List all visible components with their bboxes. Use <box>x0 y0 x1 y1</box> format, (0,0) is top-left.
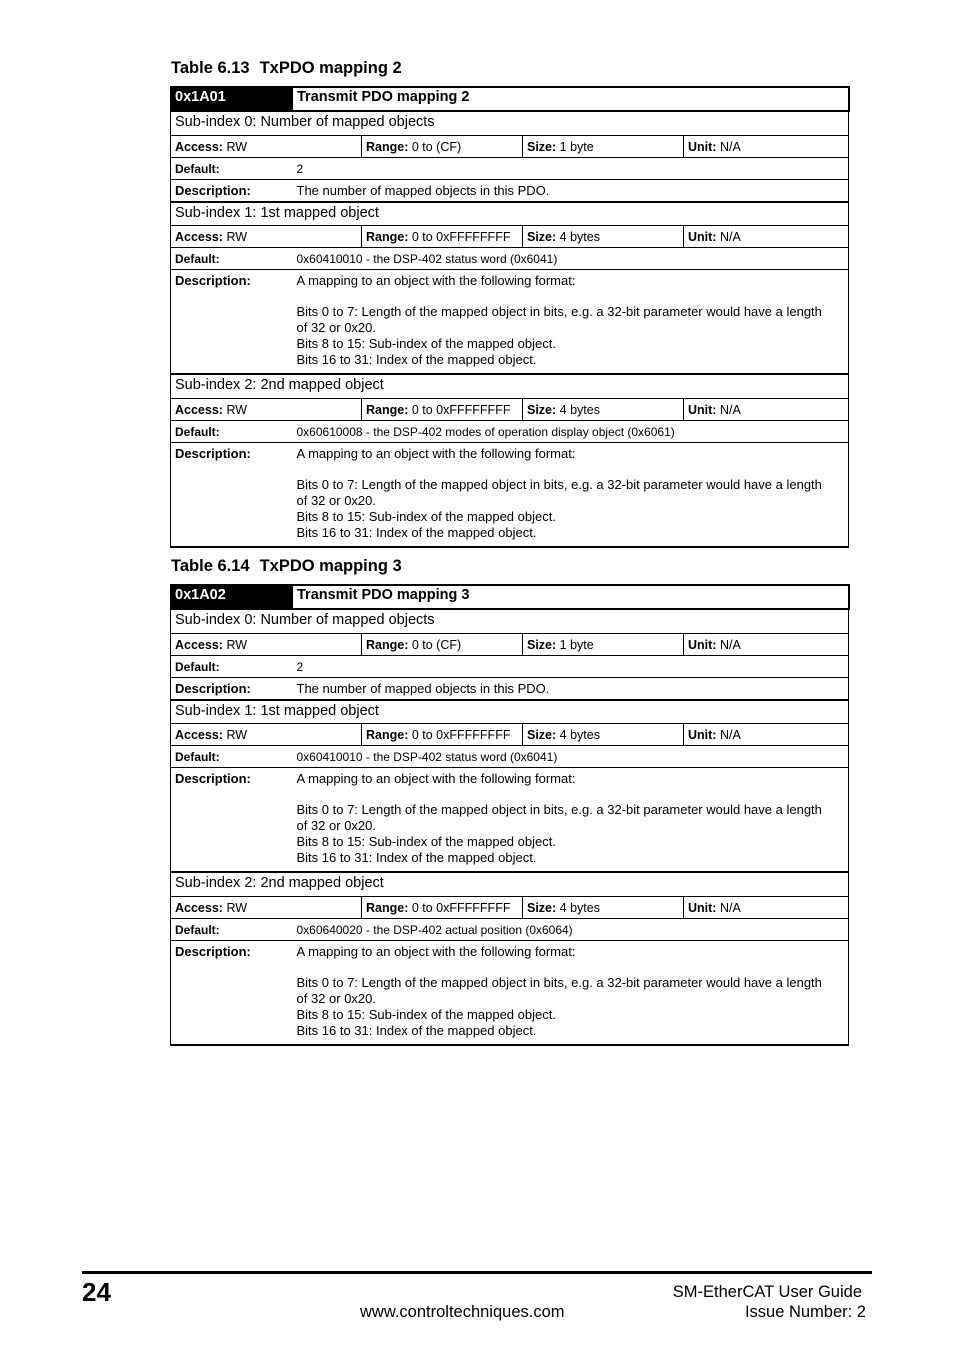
object-name: Transmit PDO mapping 3 <box>293 585 849 609</box>
description-line: The number of mapped objects in this PDO. <box>296 182 550 198</box>
table-caption <box>171 59 402 78</box>
size-label: Size: <box>527 900 557 915</box>
size-cell <box>523 226 684 248</box>
range-cell <box>362 135 523 157</box>
access-cell <box>171 398 362 420</box>
description-label: Description: <box>171 179 293 202</box>
object-table-1a01 <box>170 86 850 548</box>
unit-label: Unit: <box>688 402 717 417</box>
unit-cell <box>684 896 849 918</box>
footer-divider <box>82 1271 872 1274</box>
access-cell <box>171 724 362 746</box>
description-line: of 32 or 0x20. <box>296 320 376 335</box>
subindex-title: Sub-index 1: 1st mapped object <box>171 202 849 226</box>
default-value: 2 <box>293 655 849 677</box>
size-value: 1 byte <box>559 139 594 154</box>
unit-value: N/A <box>719 139 741 154</box>
description-line: A mapping to an object with the following format: <box>296 943 576 959</box>
size-label: Size: <box>527 402 557 417</box>
range-value: 0 to 0xFFFFFFFF <box>411 728 511 742</box>
size-cell <box>523 896 684 918</box>
unit-cell <box>684 398 849 420</box>
description-line: Bits 8 to 15: Sub-index of the mapped object. <box>296 336 556 351</box>
default-value: 2 <box>293 157 849 179</box>
description-line: A mapping to an object with the following format: <box>296 771 576 786</box>
description-line: Bits 16 to 31: Index of the mapped object. <box>296 850 537 865</box>
unit-value: N/A <box>719 402 741 417</box>
description-text <box>293 768 849 873</box>
unit-label: Unit: <box>688 728 717 742</box>
access-cell <box>171 135 362 157</box>
access-label: Access: <box>175 139 223 154</box>
subindex-title: Sub-index 0: Number of mapped objects <box>171 111 849 135</box>
description-label: Description: <box>171 768 293 873</box>
table-caption-title: TxPDO mapping 3 <box>259 557 402 575</box>
description-label: Description: <box>171 442 293 547</box>
description-text <box>293 179 849 202</box>
unit-cell <box>684 724 849 746</box>
description-line: Bits 0 to 7: Length of the mapped object in bits, e.g. a 32-bit parameter would have a length <box>296 802 822 817</box>
description-label: Description: <box>171 677 293 700</box>
description-line: A mapping to an object with the following format: <box>296 445 576 461</box>
unit-cell <box>684 135 849 157</box>
range-value: 0 to (CF) <box>411 637 462 652</box>
access-value: RW <box>226 402 248 417</box>
default-label: Default: <box>171 157 293 179</box>
size-cell <box>523 633 684 655</box>
access-label: Access: <box>175 637 223 652</box>
description-line: Bits 16 to 31: Index of the mapped object. <box>296 1022 537 1038</box>
table-caption-number: Table 6.14 <box>171 557 250 575</box>
object-table-1a02 <box>170 584 850 1046</box>
range-value: 0 to 0xFFFFFFFF <box>411 900 511 915</box>
default-label: Default: <box>171 655 293 677</box>
range-value: 0 to 0xFFFFFFFF <box>411 402 511 417</box>
range-cell <box>362 633 523 655</box>
subindex-title: Sub-index 0: Number of mapped objects <box>171 609 849 633</box>
default-value: 0x60610008 - the DSP-402 modes of operation display object (0x6061) <box>293 420 849 442</box>
default-value: 0x60410010 - the DSP-402 status word (0x6041) <box>293 746 849 768</box>
description-line: of 32 or 0x20. <box>296 990 376 1006</box>
range-cell <box>362 398 523 420</box>
description-label: Description: <box>171 940 293 1045</box>
size-cell <box>523 724 684 746</box>
range-label: Range: <box>366 728 409 742</box>
range-label: Range: <box>366 139 409 154</box>
unit-value: N/A <box>719 637 741 652</box>
description-line: Bits 8 to 15: Sub-index of the mapped object. <box>296 834 556 849</box>
access-value: RW <box>226 637 248 652</box>
size-label: Size: <box>527 139 557 154</box>
description-text <box>293 270 849 375</box>
description-line: Bits 0 to 7: Length of the mapped object in bits, e.g. a 32-bit parameter would have a length <box>296 304 822 319</box>
default-label: Default: <box>171 918 293 940</box>
size-cell <box>523 398 684 420</box>
footer-website: www.controltechniques.com <box>360 1303 565 1321</box>
description-line: Bits 16 to 31: Index of the mapped object. <box>296 524 537 540</box>
size-label: Size: <box>527 637 557 652</box>
subindex-title: Sub-index 1: 1st mapped object <box>171 700 849 724</box>
page-number: 24 <box>82 1277 111 1307</box>
unit-cell <box>684 226 849 248</box>
unit-label: Unit: <box>688 637 717 652</box>
description-text <box>293 940 849 1045</box>
access-value: RW <box>226 230 248 244</box>
access-value: RW <box>226 139 248 154</box>
footer-guide-title: SM-EtherCAT User Guide <box>672 1283 862 1301</box>
description-line: A mapping to an object with the following format: <box>296 273 576 288</box>
subindex-title: Sub-index 2: 2nd mapped object <box>171 374 849 398</box>
range-value: 0 to 0xFFFFFFFF <box>411 230 511 244</box>
description-line: The number of mapped objects in this PDO. <box>296 680 550 696</box>
range-value: 0 to (CF) <box>411 139 462 154</box>
size-value: 4 bytes <box>559 402 600 417</box>
unit-cell <box>684 633 849 655</box>
description-line: Bits 8 to 15: Sub-index of the mapped object. <box>296 1006 556 1022</box>
access-label: Access: <box>175 900 223 915</box>
object-name: Transmit PDO mapping 2 <box>293 87 849 111</box>
size-cell <box>523 135 684 157</box>
size-label: Size: <box>527 230 557 244</box>
description-line: Bits 16 to 31: Index of the mapped object. <box>296 352 537 367</box>
range-label: Range: <box>366 637 409 652</box>
unit-label: Unit: <box>688 139 717 154</box>
description-line: of 32 or 0x20. <box>296 818 376 833</box>
object-index: 0x1A01 <box>171 87 293 111</box>
access-label: Access: <box>175 230 223 244</box>
description-line: Bits 8 to 15: Sub-index of the mapped object. <box>296 508 556 524</box>
description-line: Bits 0 to 7: Length of the mapped object in bits, e.g. a 32-bit parameter would have a length <box>296 476 822 492</box>
table-caption <box>171 557 402 576</box>
subindex-title: Sub-index 2: 2nd mapped object <box>171 872 849 896</box>
access-value: RW <box>226 900 248 915</box>
default-value: 0x60410010 - the DSP-402 status word (0x6041) <box>293 248 849 270</box>
range-label: Range: <box>366 900 409 915</box>
default-label: Default: <box>171 248 293 270</box>
range-cell <box>362 226 523 248</box>
unit-value: N/A <box>719 230 741 244</box>
size-value: 4 bytes <box>559 900 600 915</box>
access-label: Access: <box>175 728 223 742</box>
unit-value: N/A <box>719 728 741 742</box>
size-label: Size: <box>527 728 557 742</box>
range-label: Range: <box>366 402 409 417</box>
access-label: Access: <box>175 402 223 417</box>
default-value: 0x60640020 - the DSP-402 actual position (0x6064) <box>293 918 849 940</box>
range-cell <box>362 896 523 918</box>
footer-issue-number: Issue Number: 2 <box>744 1303 866 1321</box>
size-value: 4 bytes <box>559 728 600 742</box>
range-cell <box>362 724 523 746</box>
default-label: Default: <box>171 746 293 768</box>
description-label: Description: <box>171 270 293 375</box>
description-text <box>293 677 849 700</box>
unit-label: Unit: <box>688 230 717 244</box>
size-value: 4 bytes <box>559 230 600 244</box>
default-label: Default: <box>171 420 293 442</box>
range-label: Range: <box>366 230 409 244</box>
description-text <box>293 442 849 547</box>
object-index: 0x1A02 <box>171 585 293 609</box>
access-value: RW <box>226 728 248 742</box>
access-cell <box>171 896 362 918</box>
description-line: Bits 0 to 7: Length of the mapped object in bits, e.g. a 32-bit parameter would have a length <box>296 974 822 990</box>
unit-label: Unit: <box>688 900 717 915</box>
table-caption-number: Table 6.13 <box>171 59 250 77</box>
unit-value: N/A <box>719 900 741 915</box>
description-line: of 32 or 0x20. <box>296 492 376 508</box>
table-caption-title: TxPDO mapping 2 <box>259 59 402 77</box>
access-cell <box>171 226 362 248</box>
access-cell <box>171 633 362 655</box>
size-value: 1 byte <box>559 637 594 652</box>
